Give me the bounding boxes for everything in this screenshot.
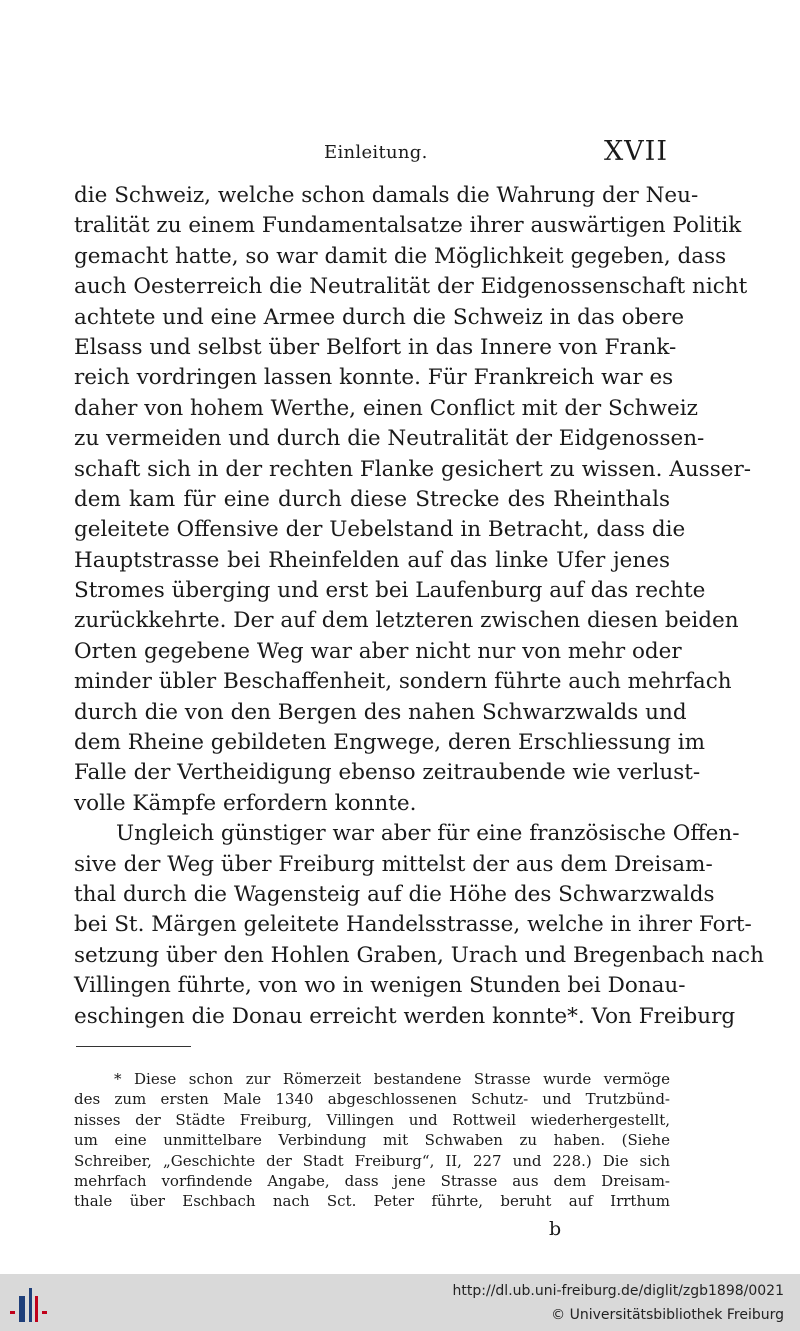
text-line: Falle der Vertheidigung ebenso zeitraubende wie verlust- [74, 760, 701, 786]
text-line: bei St. Märgen geleitete Handelsstrasse, welche in ihrer Fort- [74, 912, 752, 938]
copyright-notice: © Universitätsbibliothek Freiburg [551, 1307, 784, 1323]
text-line: thal durch die Wagensteig auf die Höhe des Schwarzwalds [74, 881, 715, 907]
paragraph-start-line: Ungleich günstiger war aber für eine französische Offen- [116, 821, 740, 847]
text-line: Hauptstrasse bei Rheinfelden auf das linke Ufer jenes [74, 547, 670, 573]
paragraph-end-line: volle Kämpfe erfordern konnte. [74, 790, 417, 816]
text-line: auch Oesterreich die Neutralität der Eidgenossenschaft nicht [74, 274, 748, 300]
text-line: zu vermeiden und durch die Neutralität der Eidgenossen- [74, 426, 705, 452]
footnote-line: um eine unmittelbare Verbindung mit Schwaben zu haben. (Siehe [74, 1131, 670, 1150]
text-line: setzung über den Hohlen Graben, Urach und Bregenbach nach [74, 942, 764, 968]
running-head [74, 136, 670, 168]
text-line: achtete und eine Armee durch die Schweiz in das obere [74, 304, 685, 330]
footnote-line: * Diese schon zur Römerzeit bestandene Strasse wurde vermöge [114, 1070, 670, 1088]
text-line: sive der Weg über Freiburg mittelst der aus dem Dreisam- [74, 851, 713, 877]
text-line: zurückkehrte. Der auf dem letzteren zwischen diesen beiden [74, 608, 739, 634]
text-line: durch die von den Bergen des nahen Schwarzwalds und [74, 699, 687, 725]
footnote-line: thale über Eschbach nach Sct. Peter führte, beruht auf Irrthum [74, 1192, 670, 1211]
signature-mark: b [549, 1218, 562, 1240]
footnote-line: mehrfach vorfindende Angabe, dass jene Strasse aus dem Dreisam- [74, 1171, 670, 1190]
footnote-rule [76, 1046, 191, 1047]
text-line: dem Rheine gebildeten Engwege, deren Erschliessung im [74, 730, 706, 756]
footnote [74, 1069, 670, 1212]
text-line: Stromes überging und erst bei Laufenburg auf das rechte [74, 578, 706, 604]
running-title: Einleitung. [324, 142, 428, 163]
text-line: daher von hohem Werthe, einen Conflict mit der Schweiz [74, 395, 698, 421]
text-line: gemacht hatte, so war damit die Möglichkeit gegeben, dass [74, 243, 727, 269]
footnote-line: Schreiber, „Geschichte der Stadt Freiburg“, II, 227 und 228.) Die sich [74, 1151, 670, 1170]
text-line: geleitete Offensive der Uebelstand in Betracht, dass die [74, 517, 686, 543]
viewer-footer [0, 1274, 800, 1331]
text-line: tralität zu einem Fundamentalsatze ihrer auswärtigen Politik [74, 213, 742, 239]
body-text [74, 181, 764, 1032]
text-line: die Schweiz, welche schon damals die Wahrung der Neu- [74, 183, 699, 208]
footnote-line: des zum ersten Male 1340 abgeschlossenen Schutz- und Trutzbünd- [74, 1090, 670, 1109]
text-line: schaft sich in der rechten Flanke gesichert zu wissen. Ausser- [74, 456, 751, 482]
permalink-url[interactable]: http://dl.ub.uni-freiburg.de/diglit/zgb1898/0021 [452, 1283, 784, 1299]
text-line: Villingen führte, von wo in wenigen Stunden bei Donau- [74, 973, 686, 999]
page-number: XVII [603, 136, 668, 167]
text-line: Orten gegebene Weg war aber nicht nur von mehr oder [74, 638, 682, 664]
text-line: eschingen die Donau erreicht werden konnte*. Von Freiburg [74, 1003, 736, 1029]
text-line: minder übler Beschaffenheit, sondern führte auch mehrfach [74, 669, 732, 695]
ub-freiburg-logo-icon[interactable] [8, 1284, 52, 1324]
text-line: dem kam für eine durch diese Strecke des Rheinthals [74, 486, 670, 512]
text-line: reich vordringen lassen konnte. Für Frankreich war es [74, 365, 674, 391]
text-line: Elsass und selbst über Belfort in das Innere von Frank- [74, 334, 677, 360]
footnote-line: nisses der Städte Freiburg, Villingen und Rottweil wiederhergestellt, [74, 1110, 670, 1129]
